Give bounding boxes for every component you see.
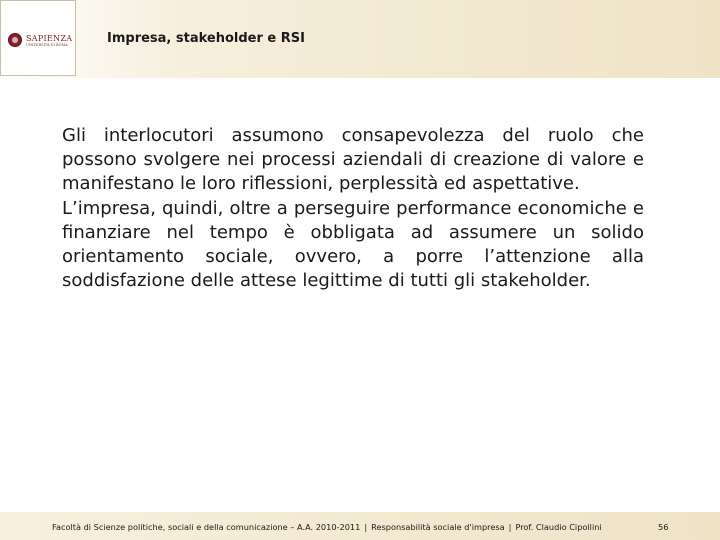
footer-course: Responsabilità sociale d'impresa [371, 522, 505, 532]
footer-professor: Prof. Claudio Cipollini [515, 522, 602, 532]
seal-icon [8, 33, 22, 47]
footer-separator: | [364, 522, 368, 532]
logo-wordmark [26, 34, 74, 48]
logo-subtitle: UNIVERSITÀ DI ROMA [26, 43, 68, 47]
body-paragraph: Gli interlocutori assumono consapevolezza del ruolo che possono svolgere nei processi aziendali di creazione di valore e manifestano le loro riflessioni, perplessità ed aspettative. [62, 125, 644, 195]
footer-text [52, 522, 602, 532]
footer-separator: | [508, 522, 512, 532]
university-logo [0, 0, 76, 76]
logo-name: SAPIENZA [26, 34, 73, 43]
page-number: 56 [658, 522, 669, 532]
footer-faculty: Facoltà di Scienze politiche, sociali e della comunicazione – A.A. 2010-2011 [52, 522, 361, 532]
body-paragraph: L’impresa, quindi, oltre a perseguire performance economiche e finanziare nel tempo è obbligata ad assumere un solido orientamento sociale, ovvero, a porre l’attenzione alla soddisfazione delle attese legittime di tutti gli stakeholder. [62, 197, 644, 292]
page-title: Impresa, stakeholder e RSI [107, 31, 305, 46]
slide-body [62, 124, 644, 293]
